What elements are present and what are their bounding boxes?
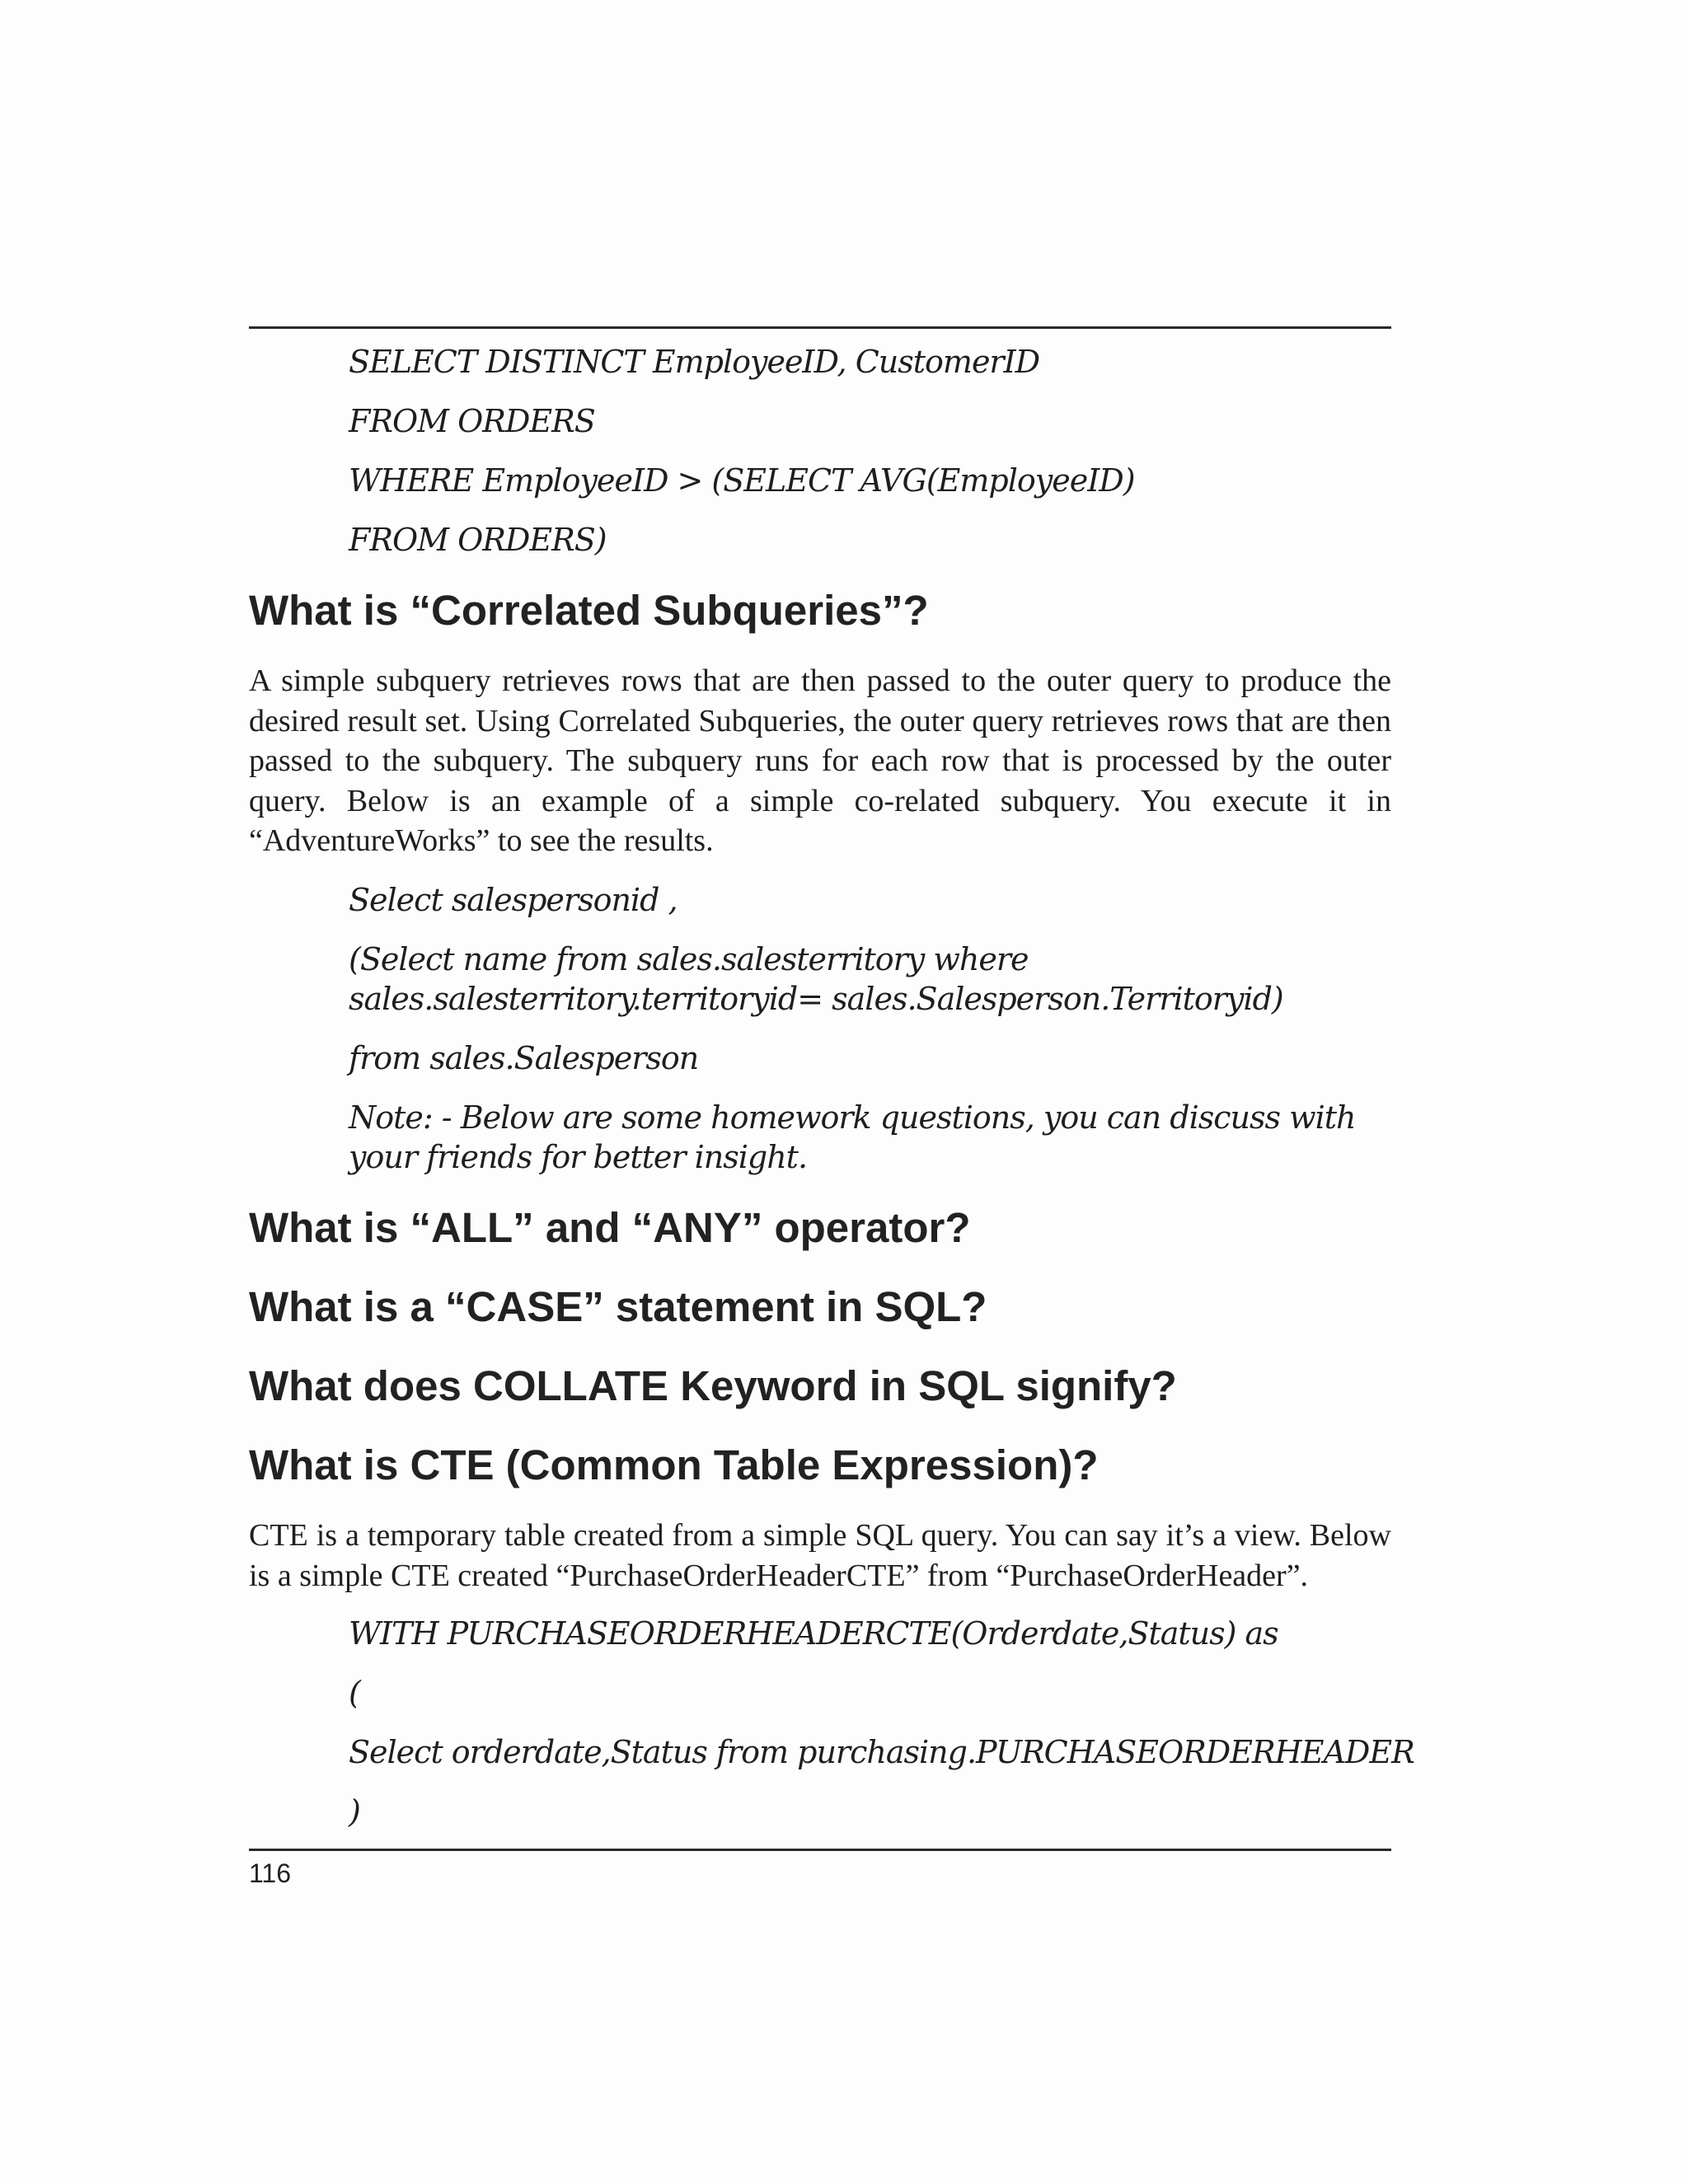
bottom-rule	[249, 1849, 1391, 1851]
code-line: )	[349, 1793, 360, 1830]
code-line: FROM ORDERS	[349, 403, 595, 439]
paragraph-correlated-subqueries: A simple subquery retrieves rows that are then passed to the outer query to produce the desired result set. Using Correlated Subqueries, the outer query retrieves rows that are then passed to the subquery. The subquery runs for each row that is processed by the outer query. Below is an example of a simple co-related subquery. You execute it in “AdventureWorks” to see the results.	[249, 663, 1391, 858]
paragraph-cte: CTE is a temporary table created from a simple SQL query. You can say it’s a view. Below is a simple CTE created “PurchaseOrderHeaderCTE” from “PurchaseOrderHeader”.	[249, 1518, 1391, 1593]
code-line: Select orderdate,Status from purchasing.PURCHASEORDERHEADER	[349, 1734, 1414, 1770]
code-line: (	[349, 1675, 360, 1711]
heading-correlated-subqueries: What is “Correlated Subqueries”?	[249, 587, 929, 634]
code-line: WHERE EmployeeID > (SELECT AVG(EmployeeID)	[349, 462, 1135, 499]
heading-case-statement: What is a “CASE” statement in SQL?	[249, 1283, 987, 1330]
homework-note: Note: - Below are some homework questions, you can discuss with your friends for better insight.	[349, 1099, 1356, 1175]
code-line: WITH PURCHASEORDERHEADERCTE(Orderdate,Status) as	[349, 1615, 1278, 1652]
heading-all-any-operator: What is “ALL” and “ANY” operator?	[249, 1204, 971, 1251]
code-line: (Select name from sales.salesterritory where sales.salesterritory.territoryid= sales.Salesperson.Territoryid)	[349, 941, 1283, 1017]
code-line: from sales.Salesperson	[349, 1040, 699, 1076]
page-number: 116	[249, 1858, 292, 1888]
top-rule	[249, 326, 1391, 329]
heading-collate-keyword: What does COLLATE Keyword in SQL signify?	[249, 1362, 1177, 1409]
code-line: Select salespersonid ,	[349, 882, 678, 918]
code-line: SELECT DISTINCT EmployeeID, CustomerID	[349, 344, 1040, 380]
heading-cte: What is CTE (Common Table Expression)?	[249, 1441, 1099, 1488]
code-line: FROM ORDERS)	[349, 522, 607, 558]
